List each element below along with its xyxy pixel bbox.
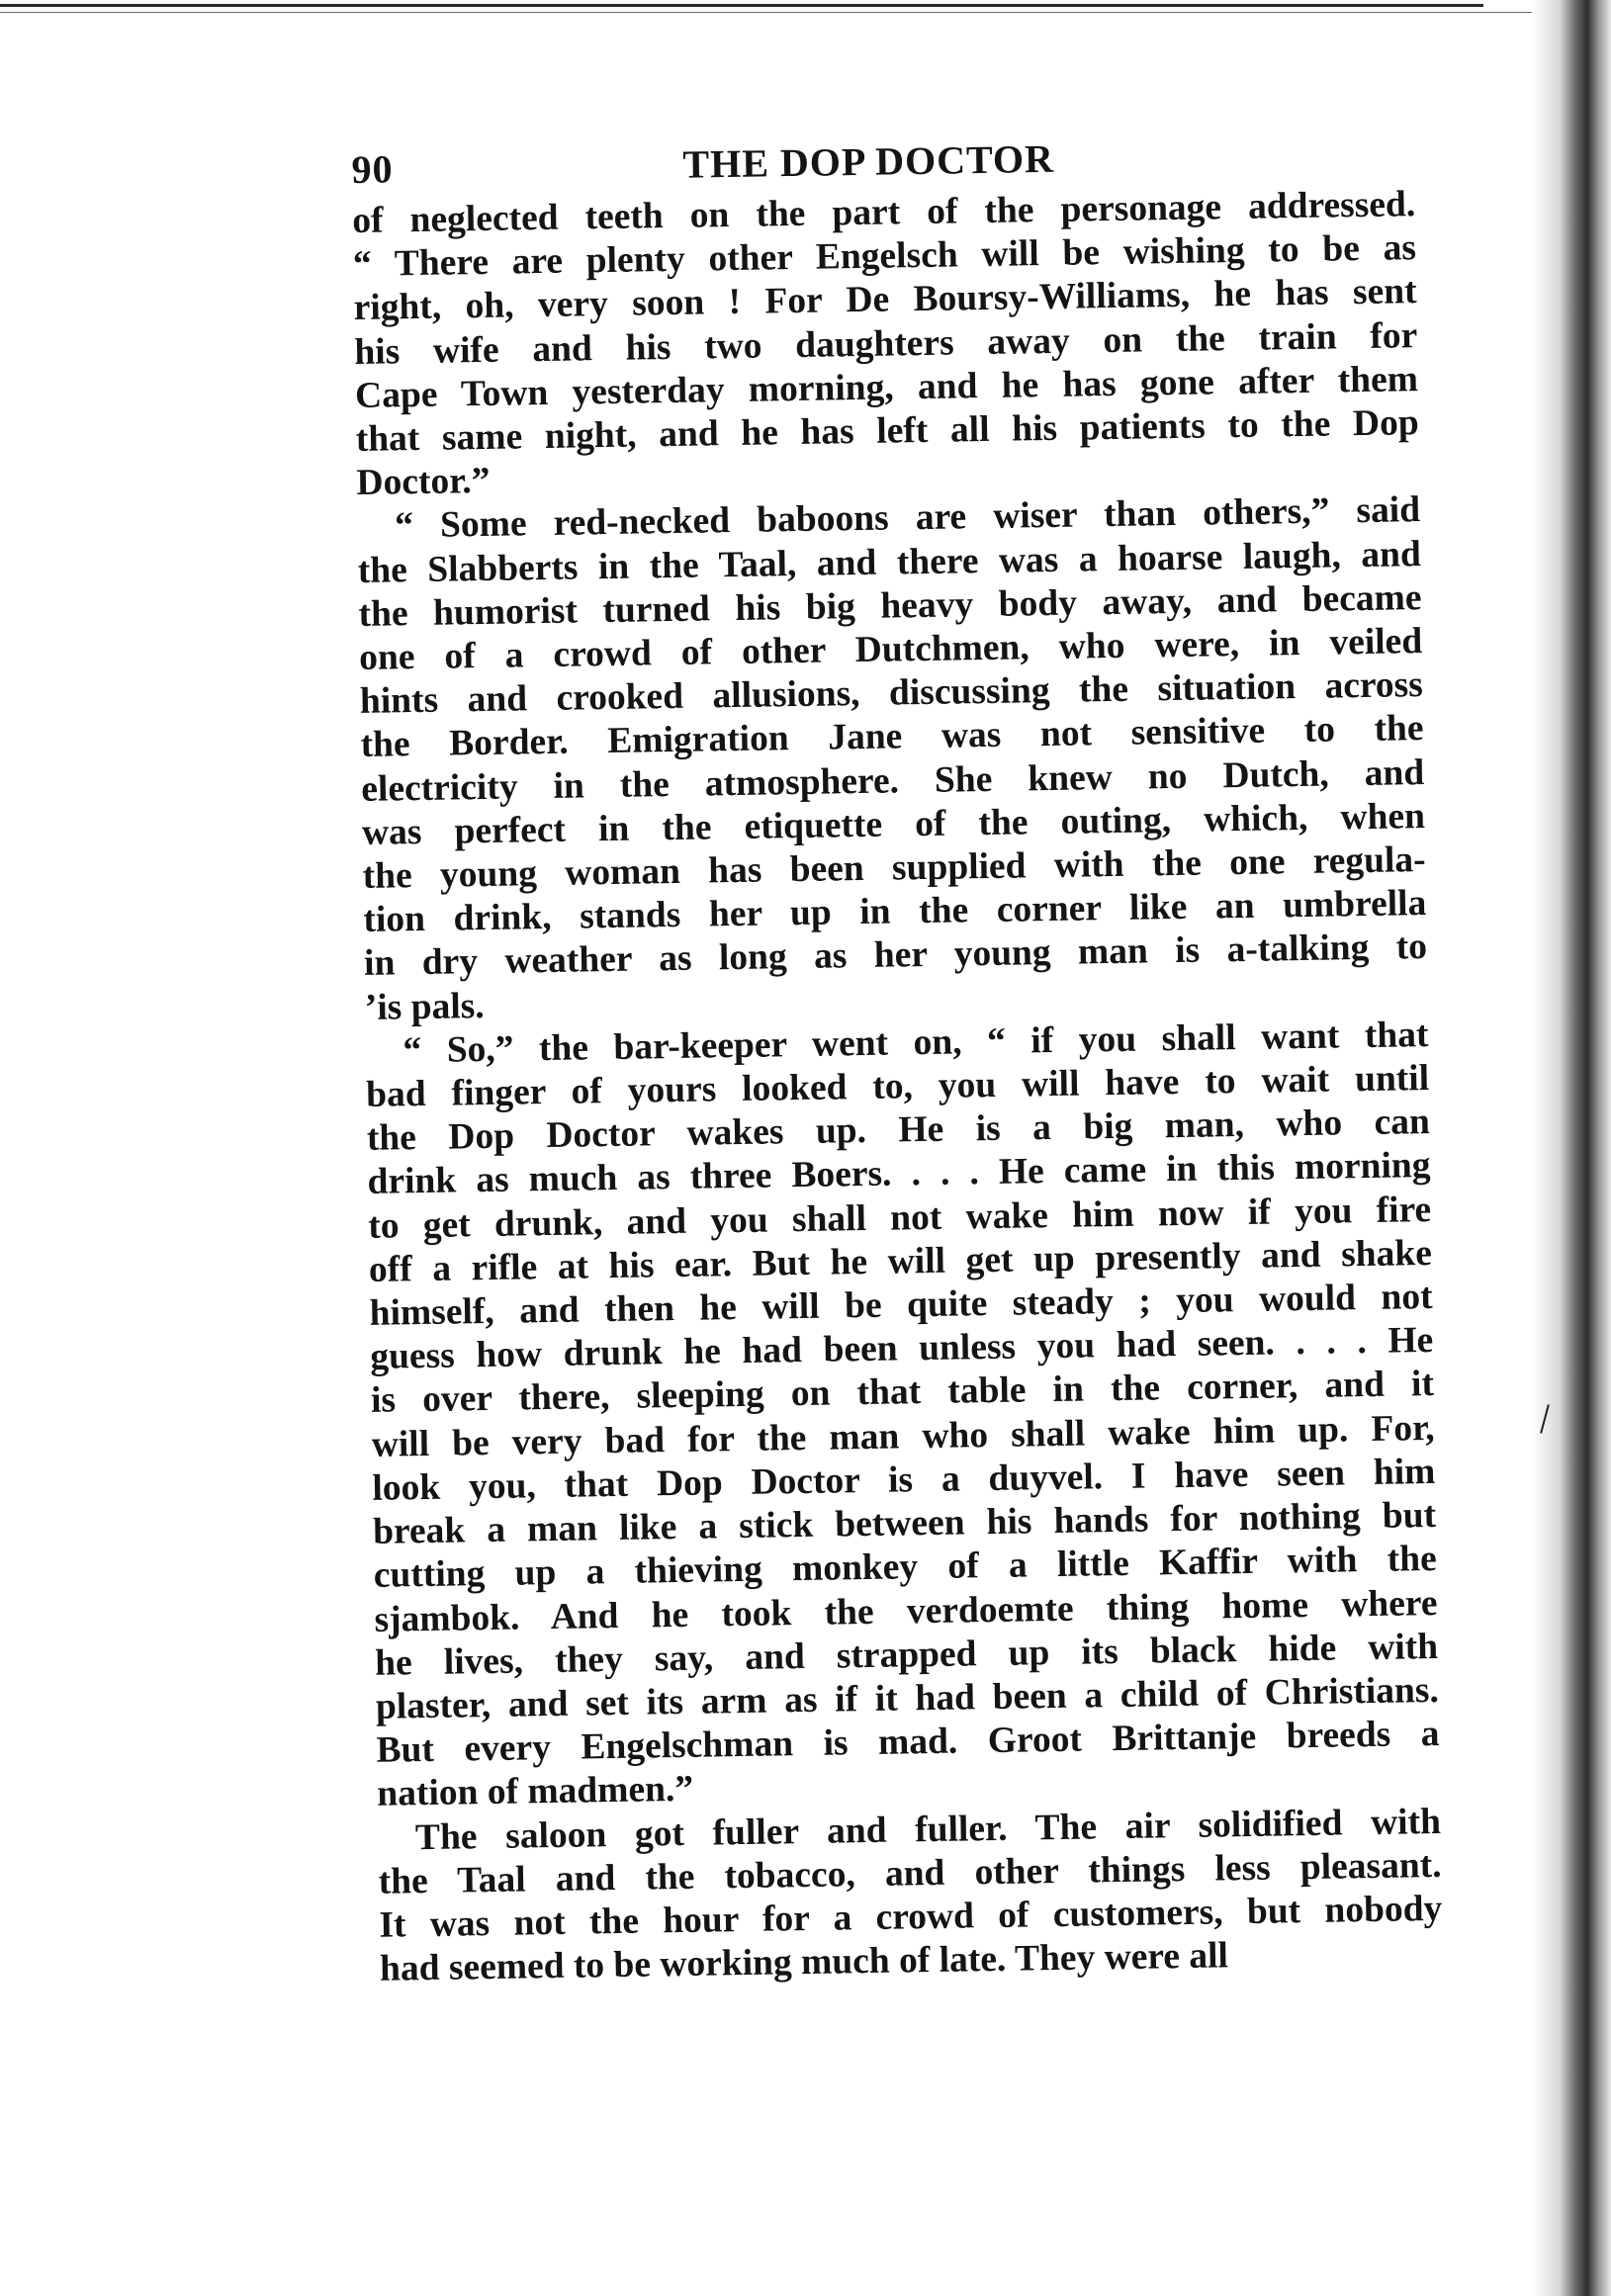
text-line: the Dop Doctor wakes up. He is a big man, who can <box>366 1102 1431 1160</box>
text-line: was perfect in the etiquette of the outing, which, when <box>361 795 1426 853</box>
paragraph <box>365 1014 1440 1816</box>
text-line: the humorist turned his big heavy body away, and became <box>358 576 1422 635</box>
text-line: bad finger of yours looked to, you will have to wait until <box>365 1058 1430 1115</box>
text-line: electricity in the atmosphere. She knew no Dutch, and <box>361 751 1425 810</box>
text-line: “ Some red-necked baboons are wiser than others,” said <box>394 489 1421 547</box>
text-line: It was not the hour for a crowd of customers, but nobody <box>379 1888 1443 1946</box>
text-line: is over there, sleeping on that table in the corner, and it <box>370 1364 1435 1422</box>
text-line: had seemed to be working much of late. They were all <box>379 1935 1229 1989</box>
text-line: that same night, and he has left all his patients to the Dop <box>355 402 1419 460</box>
text-line: “ So,” the bar-keeper went on, “ if you shall want that <box>403 1014 1429 1072</box>
text-line: guess how drunk he had been unless you had seen. . . . He <box>370 1320 1434 1378</box>
paragraph <box>378 1800 1444 1991</box>
text-line: ’is pals. <box>364 985 485 1028</box>
text-line: the Slabberts in the Taal, and there was a hoarse laugh, and <box>357 533 1422 591</box>
page-number: 90 <box>351 146 394 192</box>
paragraph <box>357 488 1428 1029</box>
top-edge-rule-thin <box>0 12 1543 13</box>
text-line: drink as much as three Boers. . . . He came in this morning <box>367 1145 1431 1203</box>
body-text <box>352 183 1443 1991</box>
text-line: to get drunk, and you shall not wake him now if you fire <box>367 1189 1432 1247</box>
text-line: the Taal and the tobacco, and other things less pleasant. <box>378 1844 1442 1902</box>
text-line: one of a crowd of other Dutchmen, who were, in veiled <box>358 621 1423 678</box>
page-spine-shadow <box>1532 0 1611 2296</box>
book-page <box>351 122 1443 1991</box>
text-line: sjambok. And he took the verdoemte thing home where <box>374 1582 1438 1640</box>
text-line: look you, that Dop Doctor is a duyvel. I have seen him <box>372 1451 1436 1509</box>
text-line: the young woman has been supplied with the one regula- <box>362 839 1426 897</box>
text-line: the Border. Emigration Jane was not sensitive to the <box>360 708 1424 766</box>
running-title: THE DOP DOCTOR <box>682 135 1055 187</box>
text-line: tion drink, stands her up in the corner like an umbrella <box>363 883 1427 941</box>
text-line: cutting up a thieving monkey of a little Kaffir with the <box>373 1539 1438 1597</box>
text-line: “ There are plenty other Engelsch will be wishing to be as <box>352 227 1417 286</box>
text-line: will be very bad for the man who shall wake him up. For, <box>371 1407 1435 1465</box>
text-line: of neglected teeth on the part of the personage addressed. <box>351 184 1416 241</box>
text-line: The saloon got fuller and fuller. The air solidified with <box>414 1801 1442 1858</box>
top-edge-rule <box>0 4 1483 7</box>
text-line: in dry weather as long as her young man is a-talking to <box>363 927 1428 985</box>
paragraph <box>352 183 1420 505</box>
text-line: off a rifle at his ear. But he will get up presently and shake <box>368 1232 1433 1290</box>
text-line: himself, and then he will be quite steady ; you would not <box>369 1277 1433 1334</box>
text-line: plaster, and set its arm as if it had been a child of Christians. <box>375 1669 1440 1727</box>
text-line: nation of madmen.” <box>376 1769 694 1815</box>
text-line: break a man like a stick between his hands for nothing but <box>372 1495 1437 1552</box>
text-line: Cape Town yesterday morning, and he has gone after them <box>354 358 1419 416</box>
text-line: his wife and his two daughters away on the train for <box>354 314 1418 373</box>
text-line: hints and crooked allusions, discussing the situation across <box>359 664 1424 723</box>
text-line: Doctor.” <box>356 461 491 504</box>
text-line: he lives, they say, and strapped up its black hide with <box>374 1626 1439 1684</box>
text-line: But every Engelschman is mad. Groot Brittanje breeds a <box>376 1714 1440 1771</box>
text-line: right, oh, very soon ! For De Boursy-Williams, he has sent <box>353 271 1417 329</box>
